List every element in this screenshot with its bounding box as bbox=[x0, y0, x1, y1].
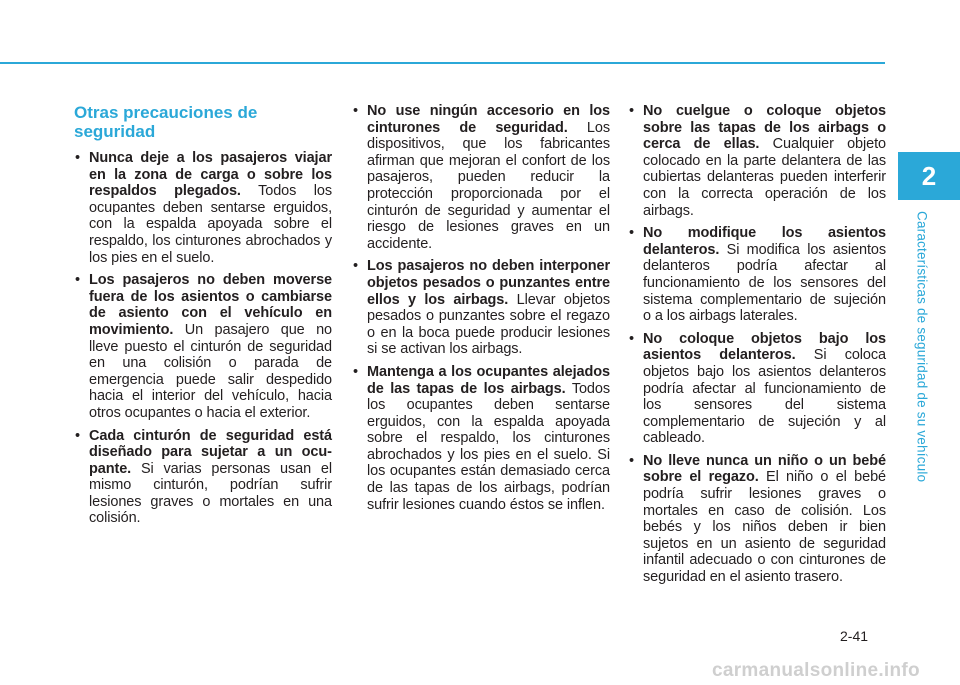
chapter-side-title: Características de seguridad de su vehículo bbox=[914, 211, 930, 483]
bullet-item bbox=[74, 428, 332, 528]
bullet-item bbox=[628, 331, 886, 447]
text-column-1 bbox=[74, 103, 332, 533]
bullet-item bbox=[352, 103, 610, 252]
bullet-lead: No modifique los asientos delanteros. bbox=[643, 225, 886, 258]
footer-watermark: carmanualsonline.info bbox=[712, 660, 920, 681]
bullet-body: Todos los ocupantes deben sentarse erguidos, con la espalda apoyada sobre el respaldo, los cinturones abrochados y los pies en el suelo. Si los ocupantes están demasiado cerca de las tapas de los airbags, podrían sufrir lesiones cuando éstos se inflen. bbox=[367, 380, 611, 513]
bullet-lead: No use ningún accesorio en los cinturones de seguridad. bbox=[367, 103, 610, 136]
bullet-body: Si varias personas usan el mismo cinturón, podrían sufrir lesiones graves o mortales en una colisión. bbox=[89, 460, 332, 527]
text-column-2 bbox=[352, 103, 610, 519]
bullet-item bbox=[352, 364, 610, 513]
bullet-item bbox=[628, 225, 886, 325]
bullet-body: Un pasajero que no lleve puesto el cinturón de seguridad en una colisión o parada de emergencia puede salir despedido hacia el interior del vehículo, hacia otros ocupantes o hacia el exterior. bbox=[89, 321, 333, 421]
bullet-body: El niño o el bebé podría sufrir lesiones graves o mortales en caso de colisión. Los bebés y los niños deben ir bien sujetos en un asiento de seguridad infantil adecuado o con cinturones de seguridad en el asiento trasero. bbox=[643, 469, 886, 586]
bullet-body: Todos los ocupantes deben sentarse erguidos, con la espalda apoyada sobre el respaldo, los cinturones abrochados y los pies en el suelo. bbox=[89, 183, 332, 266]
bullet-item bbox=[352, 258, 610, 358]
bullet-item bbox=[628, 453, 886, 586]
bullet-lead: Cada cinturón de seguridad está diseñado para sujetar a un ocupante. bbox=[89, 427, 332, 477]
bullet-body: Los dispositivos, que los fabricantes afirman que mejoran el confort de los pasajeros, pueden reducir la protección proporcionada por el cinturón de seguridad y aumentar el riesgo de lesiones graves en un accidente. bbox=[367, 119, 610, 252]
bullet-body: Cualquier objeto colocado en la parte delantera de las cubiertas delanteras pueden interferir con la correcta operación de los airbags. bbox=[643, 136, 886, 219]
bullet-lead: No coloque objetos bajo los asientos delanteros. bbox=[643, 330, 886, 364]
bullet-body: Llevar objetos pesados o punzantes sobre el regazo o en la boca puede producir lesiones si se activan los airbags. bbox=[367, 291, 610, 358]
page-number: 2-41 bbox=[840, 628, 869, 644]
header-rule bbox=[0, 62, 885, 64]
bullet-item bbox=[628, 103, 886, 219]
bullet-lead: Nunca deje a los pasajeros viajar en la zona de carga o sobre los respaldos plegados. bbox=[89, 150, 332, 200]
bullet-lead: Los pasajeros no deben interponer objetos pesados o punzantes entre ellos y los airbags. bbox=[367, 258, 610, 308]
chapter-number: 2 bbox=[921, 160, 937, 191]
bullet-body: Si modifica los asientos delanteros podría afectar al funcionamiento de los sensores del sistema complementario de sujeción o a los airbags laterales. bbox=[643, 241, 886, 325]
chapter-side-title-container bbox=[902, 208, 942, 486]
chapter-number-tab bbox=[898, 152, 960, 200]
text-column-3 bbox=[628, 103, 886, 592]
bullet-lead: No cuelgue o coloque objetos sobre las tapas de los airbags o cerca de ellas. bbox=[643, 103, 886, 153]
bullet-item bbox=[74, 150, 332, 266]
bullet-lead: No lleve nunca un niño o un bebé sobre el regazo. bbox=[643, 452, 886, 486]
section-heading: Otras precauciones de seguridad bbox=[74, 103, 258, 141]
bullet-lead: Mantenga a los ocupantes alejados de las tapas de los airbags. bbox=[367, 363, 610, 397]
bullet-body: Si coloca objetos bajo los asientos delanteros podría afectar al funcionamiento de los sensores del sistema complementario de sujeción y al cableado. bbox=[643, 347, 887, 447]
bullet-lead: Los pasajeros no deben moverse fuera de los asientos o cambiarse de asiento con el vehículo en movimiento. bbox=[89, 272, 332, 338]
bullet-item bbox=[74, 272, 332, 421]
